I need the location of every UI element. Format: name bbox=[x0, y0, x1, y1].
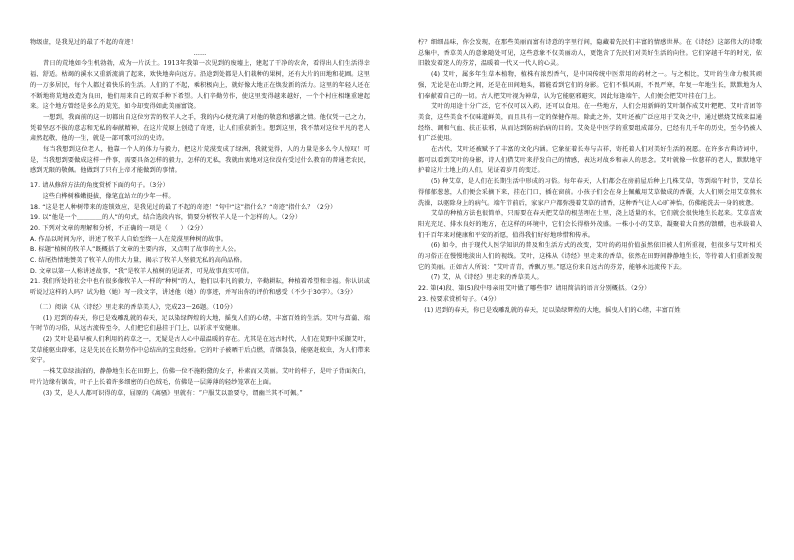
passage-paragraph: 一株艾草绿油油的，静静地生长在田野上，仿佛一位不施粉黛的女子，朴素而又美丽。艾叶的样子，是叶子背面灰白，叶片边缘有锯齿，叶子上长着许多细密的白色绒毛，仿佛是一层薄薄的轻纱笼罩在上面。 bbox=[30, 368, 370, 386]
passage-paragraph: (4) 艾叶，属多年生草本植物，植株有浓烈香气，是中国传统中医常用的药材之一。与之相比，艾叶的生命力极其顽强，无论是在山野之间，还是在田间地头，都能看到它们的身影。它们不惧风雨，不畏严寒，年复一年地生长，默默地为人们奉献着自己的一切。古人把艾叶视为神草，认为它能驱邪避灾，因此每逢端午，人们便会把艾叶挂在门上。 bbox=[418, 71, 762, 100]
passage-paragraph: 物级虚，是我见过的最了不起的奇迹！ bbox=[30, 39, 137, 46]
option-d: D. 文章以第一人称讲述故事，“我”是牧羊人植树的见证者，可见故事真实可信。 bbox=[30, 267, 254, 275]
left-reading-passage bbox=[30, 38, 370, 177]
passage-paragraph: (1) 迟到的春天，你已是戏雕乱就的春天，足以染绿辉煌的大地，摇曳人们的心绪，丰富百姓的生活。艾叶与菖蒲、端午时节的习俗，从远古流传至今，人们把它们悬挂于门上，以祈求平安健康。 bbox=[30, 314, 370, 333]
passage-paragraph: 每当我想到这位老人，他靠一个人的体力与毅力，把这片荒漠变成了绿洲，我就觉得，人的力量是多么令人惊叹！可是，当我想到要做成这样一件事，需要具备怎样的毅力，怎样的无私，我就由衷地对这位没有受过什么教育的普通老农民，感到无限的敬佩。他做到了只有上帝才能做到的事情。 bbox=[30, 146, 370, 175]
question-17: 17. 请从修辞方法的角度赏析下面的句子。（3分） bbox=[30, 182, 169, 190]
passage-paragraph: (2) 艾叶是最早被人们利用的药草之一，无疑是古人心中最温暖的存在。尤其是在远古时代，人们在荒野中采撷艾叶，艾草能驱虫辟邪，这是先民在长期劳作中总结出的宝贵经验。它的叶子被晒干后点燃，青烟袅袅，能驱赶蚊虫，为人们带来安宁。 bbox=[30, 335, 370, 365]
passage-paragraph: (7) 艾，从《诗经》里走来的香草美人。 bbox=[431, 274, 543, 282]
passage-paragraph: 柠？细细品味，你会发现，在那些美丽而富有诗意的字里行间，隐藏着先民们丰富的情感世界。在《诗经》这部伟大的诗歌总集中，香草美人的意象随处可见，这些意象不仅美丽动人，更饱含了先民们对美好生活的向往。它们穿越千年的时光，依旧散发着迷人的芬芳，温暖着一代又一代人的心灵。 bbox=[418, 39, 762, 68]
option-a: A. 作品以时间为序，讲述了牧羊人自始至终一人在荒漠里种树的故事。 bbox=[30, 235, 227, 243]
question-17-sentence: 这些白桦树稚嫩挺拔，像笔直站立的少年一样。 bbox=[30, 192, 175, 200]
option-c: C. 结尾热情地赞美了牧羊人的伟大力量，揭示了牧羊人坚毅无私的高尚品格。 bbox=[30, 257, 247, 265]
passage-paragraph: 昔日的荒地如今生机勃勃，成为一片沃土。1913年我第一次见到的废墟上，建起了干净的农舍，看得出人们生活得幸福、舒适。枯竭的溪水又重新流淌了起来，欢快地奔向远方。沿途到处都是人们栽种的果树，还有大片的田地和花圃。这里的一万多居民，每个人都过着快乐的生活。人们的了不起，乘积极向上，就好像大地正在焕发新的活力。这里的年轻人还在不断地将荒地改造为良田，他们用来自己的双手种下希望。人们辛勤劳作，使这里变得越来越好，一个个村庄相继重建起来。这个地方曾经是多么的荒芜，如今却变得如此美丽富饶。 bbox=[30, 60, 370, 111]
question-21: 21. 我们所处的社会中也有很多像牧羊人一样的“种树”的人，他们以非凡的毅力，辛勤耕耘，种植着希望和幸福。你认识或听说过这样的人吗？试为他（她）写一段文字，讲述他（她）的事迹，并写出你的评价和感受（不少于30字）。（3分） bbox=[30, 278, 370, 297]
question-list-22-23 bbox=[418, 284, 762, 316]
section-two-passage bbox=[30, 303, 370, 399]
passage-paragraph: 艾草的种植方法也很简单，只需要在春天把艾草的根茎埋在土里，浇上适量的水，它们就会很快地生长起来。艾草喜欢阳光充足、排水良好的地方，在这样的环境中，它们会长得格外茂盛。一株小小的艾草，凝聚着大自然的馈赠，也承载着人们千百年来对健康和平安的祈愿，值得我们好好地珍惜和传承。 bbox=[418, 210, 762, 239]
question-19: 19. 以“他是一个＿＿＿＿的人”的句式，结合选段内容，简要分析牧羊人是一个怎样的人。（2分） bbox=[30, 214, 302, 222]
option-b: B. 标题“植树的牧羊人”既概括了文章的主要内容，又点明了故事的主人公。 bbox=[30, 246, 240, 254]
passage-paragraph: (3) 艾，是人人都可识得的草，屈原的《离骚》里就有：“户服艾以盈要兮，谓幽兰其不可佩。” bbox=[43, 389, 303, 397]
left-column bbox=[30, 38, 370, 399]
ellipsis-separator: …… bbox=[193, 49, 207, 57]
passage-paragraph: (6) 如今，由于现代人医学知识的普及和生活方式的改变，艾叶的药用价值虽然依旧被人们所重视，但很多与艾叶相关的习俗正在慢慢地淡出人们的视线。艾叶，这株从《诗经》里走来的香草，依然在田野间静静地生长，等待着人们重新发现它的美丽。正如古人所说：“艾叶青青，香飘万里。”愿这份来自远古的芬芳，能够永远流传下去。 bbox=[418, 242, 762, 271]
question-list-17-21 bbox=[30, 181, 370, 299]
question-23: 23. 按要求赏析句子。（4分） bbox=[418, 295, 501, 303]
passage-paragraph: (5) 种艾草，是人们在长期生活中形成的习俗。每年春天，人们都会在房前屋后种上几株艾草，等到端午时节，艾草长得郁郁葱葱，人们便会采摘下来，挂在门口，插在窗前。小孩子们会在身上佩戴用艾草做成的香囊，大人们则会用艾草熬水洗澡，以驱除身上的病气。端午节前后，家家户户都弥漫着艾草的清香，这种香气让人心旷神怡，仿佛能洗去一身的疲惫。 bbox=[418, 178, 762, 207]
question-22: 22. 第(4)段、第(5)段中母亲用艾叶做了哪些事？请用简洁的语言分别概括。（2分） bbox=[418, 285, 651, 293]
passage-paragraph: 一想到，我面前的这一切都出自这位穷苦的牧羊人之手，我的内心便充满了对他的敬意和感激之情。他仅凭一己之力，凭着坚忍不拔的意志和无私的奉献精神，在这片荒原上创造了奇迹，让人们重获新生。想到这里，我不禁对这位平凡的老人肃然起敬，他的一生，就是一部可歌可泣的史诗。 bbox=[30, 113, 370, 143]
passage-paragraph: 艾叶的用途十分广泛，它不仅可以入药，还可以食用。在一些地方，人们会用新鲜的艾叶制作成艾叶粑粑、艾叶青团等美食，这些美食不仅味道鲜美，而且具有一定的保健作用。除此之外，艾叶还被广泛应用于艾灸之中，通过燃烧艾绒来温通经络、调和气血、扶正祛邪，从而达到防病治病的目的。艾灸是中医学的重要组成部分，已经有几千年的历史，至今仍被人们广泛使用。 bbox=[418, 103, 762, 143]
question-18: 18. “这是老人种树带来的连锁效应，是我见过的最了不起的奇迹！”句中“这”指什么？“奇迹”指什么？（2分） bbox=[30, 203, 337, 211]
section-two-heading: （二）阅读《从〈诗经〉里走来的香草美人》，完成23～26题。（10分） bbox=[36, 303, 237, 311]
passage-paragraph: 在古代，艾叶还被赋予了丰富的文化内涵。它象征着长寿与吉祥，寄托着人们对美好生活的祝愿。在许多古典诗词中，都可以看到艾叶的身影，诗人们借艾叶来抒发自己的情感，表达对故乡和亲人的思念。艾叶就像一位慈祥的老人，默默地守护着这片土地上的人们，见证着岁月的变迁。 bbox=[418, 146, 762, 175]
question-20: 20. 下列对文章的理解和分析，不正确的一项是（ ）（2分） bbox=[30, 224, 207, 232]
right-reading-passage bbox=[418, 38, 762, 284]
question-23-sentence: (1) 迟到的春天，你已是戏雕乱就的春天，足以染绿辉煌的大地，摇曳人们的心绪，丰富百姓 bbox=[418, 306, 681, 314]
right-column bbox=[418, 38, 762, 316]
